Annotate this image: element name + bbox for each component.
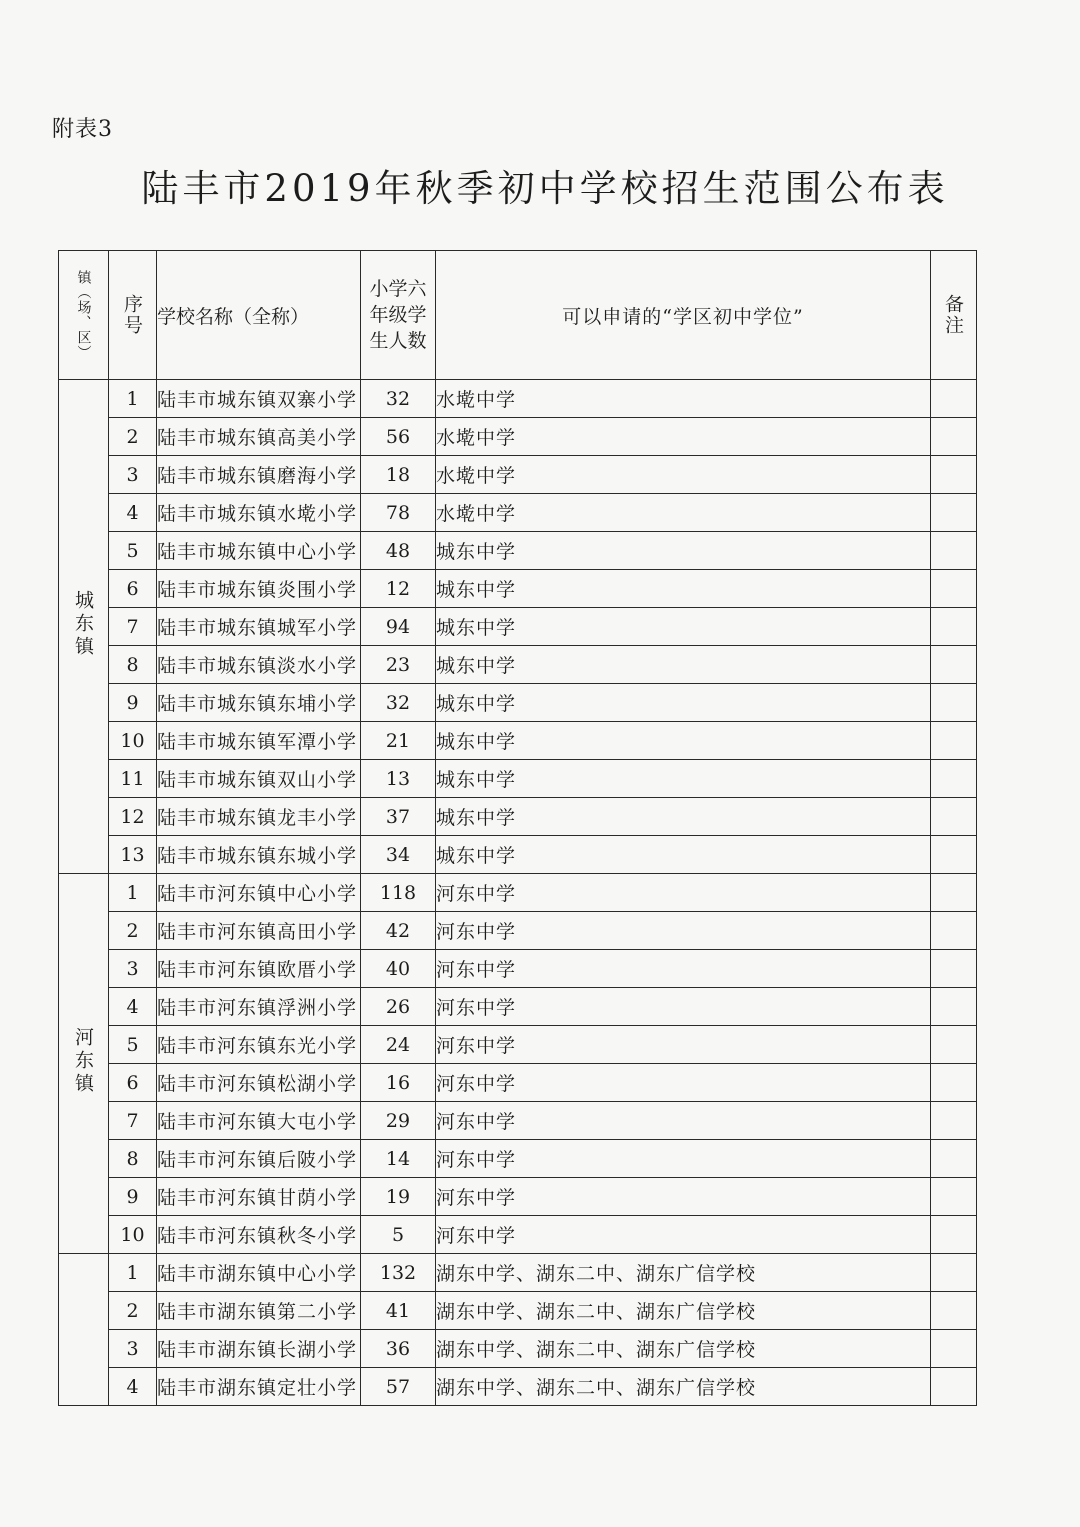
seq-cell: 6 [109, 570, 157, 608]
note-cell [931, 874, 977, 912]
seq-cell: 1 [109, 1254, 157, 1292]
table-row [59, 532, 977, 570]
note-cell [931, 646, 977, 684]
note-cell [931, 798, 977, 836]
table-row [59, 1292, 977, 1330]
school-name-cell: 陆丰市河东镇浮洲小学 [157, 988, 361, 1026]
note-cell [931, 1064, 977, 1102]
header-seq: 序号 [109, 251, 157, 380]
admission-place-cell: 城东中学 [436, 798, 931, 836]
school-name-cell: 陆丰市河东镇后陂小学 [157, 1140, 361, 1178]
seq-cell: 3 [109, 456, 157, 494]
admission-place-cell: 河东中学 [436, 912, 931, 950]
admission-place-cell: 河东中学 [436, 874, 931, 912]
admission-place-cell: 城东中学 [436, 684, 931, 722]
student-count-cell: 56 [361, 418, 436, 456]
student-count-cell: 21 [361, 722, 436, 760]
table-row [59, 950, 977, 988]
note-cell [931, 1140, 977, 1178]
school-name-cell: 陆丰市河东镇东光小学 [157, 1026, 361, 1064]
admission-place-cell: 城东中学 [436, 722, 931, 760]
seq-cell: 3 [109, 950, 157, 988]
seq-cell: 4 [109, 988, 157, 1026]
student-count-cell: 40 [361, 950, 436, 988]
student-count-cell: 42 [361, 912, 436, 950]
enrollment-table [58, 250, 977, 1406]
note-cell [931, 912, 977, 950]
seq-cell: 10 [109, 1216, 157, 1254]
student-count-cell: 132 [361, 1254, 436, 1292]
header-school: 学校名称（全称） [157, 251, 361, 380]
seq-cell: 2 [109, 418, 157, 456]
note-cell [931, 570, 977, 608]
table-row [59, 456, 977, 494]
student-count-cell: 14 [361, 1140, 436, 1178]
admission-place-cell: 城东中学 [436, 570, 931, 608]
student-count-cell: 32 [361, 684, 436, 722]
header-places: 可以申请的“学区初中学位” [436, 251, 931, 380]
school-name-cell: 陆丰市湖东镇中心小学 [157, 1254, 361, 1292]
note-cell [931, 532, 977, 570]
table-row [59, 646, 977, 684]
note-cell [931, 836, 977, 874]
note-cell [931, 1102, 977, 1140]
student-count-cell: 19 [361, 1178, 436, 1216]
table-body [59, 380, 977, 1406]
admission-place-cell: 河东中学 [436, 1140, 931, 1178]
table-row [59, 722, 977, 760]
school-name-cell: 陆丰市城东镇高美小学 [157, 418, 361, 456]
school-name-cell: 陆丰市河东镇大屯小学 [157, 1102, 361, 1140]
table-row [59, 418, 977, 456]
school-name-cell: 陆丰市城东镇水墘小学 [157, 494, 361, 532]
student-count-cell: 18 [361, 456, 436, 494]
seq-cell: 13 [109, 836, 157, 874]
seq-cell: 12 [109, 798, 157, 836]
admission-place-cell: 城东中学 [436, 760, 931, 798]
admission-place-cell: 河东中学 [436, 1178, 931, 1216]
seq-cell: 6 [109, 1064, 157, 1102]
seq-cell: 5 [109, 1026, 157, 1064]
school-name-cell: 陆丰市河东镇甘荫小学 [157, 1178, 361, 1216]
student-count-cell: 118 [361, 874, 436, 912]
table-row [59, 1026, 977, 1064]
admission-place-cell: 河东中学 [436, 1102, 931, 1140]
table-row [59, 1178, 977, 1216]
seq-cell: 8 [109, 646, 157, 684]
seq-cell: 4 [109, 1368, 157, 1406]
note-cell [931, 1178, 977, 1216]
table-row [59, 1064, 977, 1102]
school-name-cell: 陆丰市湖东镇长湖小学 [157, 1330, 361, 1368]
header-count: 小学六年级学生人数 [361, 251, 436, 380]
school-name-cell: 陆丰市城东镇双寨小学 [157, 380, 361, 418]
student-count-cell: 29 [361, 1102, 436, 1140]
seq-cell: 1 [109, 874, 157, 912]
admission-place-cell: 河东中学 [436, 1216, 931, 1254]
admission-place-cell: 湖东中学、湖东二中、湖东广信学校 [436, 1368, 931, 1406]
seq-cell: 9 [109, 1178, 157, 1216]
student-count-cell: 78 [361, 494, 436, 532]
table-header [59, 251, 977, 380]
admission-place-cell: 湖东中学、湖东二中、湖东广信学校 [436, 1292, 931, 1330]
table-row [59, 570, 977, 608]
note-cell [931, 380, 977, 418]
table-row [59, 1254, 977, 1292]
table-row [59, 988, 977, 1026]
seq-cell: 7 [109, 608, 157, 646]
school-name-cell: 陆丰市湖东镇第二小学 [157, 1292, 361, 1330]
school-name-cell: 陆丰市城东镇东埔小学 [157, 684, 361, 722]
admission-place-cell: 河东中学 [436, 950, 931, 988]
note-cell [931, 722, 977, 760]
school-name-cell: 陆丰市城东镇军潭小学 [157, 722, 361, 760]
school-name-cell: 陆丰市河东镇欧厝小学 [157, 950, 361, 988]
town-cell [59, 874, 109, 1254]
table-row [59, 912, 977, 950]
header-town: 镇（场、区） [59, 251, 109, 380]
note-cell [931, 684, 977, 722]
admission-place-cell: 水墘中学 [436, 418, 931, 456]
school-name-cell: 陆丰市湖东镇定壮小学 [157, 1368, 361, 1406]
town-name: 河东镇 [72, 1026, 94, 1096]
admission-place-cell: 城东中学 [436, 836, 931, 874]
table-row [59, 1102, 977, 1140]
school-name-cell: 陆丰市城东镇淡水小学 [157, 646, 361, 684]
table-row [59, 1216, 977, 1254]
student-count-cell: 32 [361, 380, 436, 418]
school-name-cell: 陆丰市城东镇中心小学 [157, 532, 361, 570]
note-cell [931, 760, 977, 798]
school-name-cell: 陆丰市河东镇秋冬小学 [157, 1216, 361, 1254]
seq-cell: 8 [109, 1140, 157, 1178]
table-row [59, 1368, 977, 1406]
note-cell [931, 1026, 977, 1064]
table-row [59, 494, 977, 532]
annex-label: 附表3 [52, 117, 113, 142]
student-count-cell: 48 [361, 532, 436, 570]
school-name-cell: 陆丰市城东镇双山小学 [157, 760, 361, 798]
table-row [59, 380, 977, 418]
admission-place-cell: 水墘中学 [436, 494, 931, 532]
school-name-cell: 陆丰市城东镇城军小学 [157, 608, 361, 646]
student-count-cell: 36 [361, 1330, 436, 1368]
student-count-cell: 24 [361, 1026, 436, 1064]
table-row [59, 1140, 977, 1178]
student-count-cell: 37 [361, 798, 436, 836]
note-cell [931, 950, 977, 988]
seq-cell: 4 [109, 494, 157, 532]
seq-cell: 5 [109, 532, 157, 570]
header-note: 备注 [931, 251, 977, 380]
table-row [59, 1330, 977, 1368]
student-count-cell: 12 [361, 570, 436, 608]
note-cell [931, 608, 977, 646]
seq-cell: 7 [109, 1102, 157, 1140]
student-count-cell: 16 [361, 1064, 436, 1102]
student-count-cell: 23 [361, 646, 436, 684]
town-name: 城东镇 [72, 589, 94, 659]
note-cell [931, 418, 977, 456]
admission-place-cell: 城东中学 [436, 646, 931, 684]
student-count-cell: 94 [361, 608, 436, 646]
school-name-cell: 陆丰市河东镇松湖小学 [157, 1064, 361, 1102]
seq-cell: 2 [109, 1292, 157, 1330]
student-count-cell: 13 [361, 760, 436, 798]
admission-place-cell: 湖东中学、湖东二中、湖东广信学校 [436, 1254, 931, 1292]
school-name-cell: 陆丰市城东镇东城小学 [157, 836, 361, 874]
school-name-cell: 陆丰市城东镇龙丰小学 [157, 798, 361, 836]
seq-cell: 1 [109, 380, 157, 418]
note-cell [931, 494, 977, 532]
student-count-cell: 41 [361, 1292, 436, 1330]
town-cell [59, 380, 109, 874]
table-row [59, 874, 977, 912]
student-count-cell: 34 [361, 836, 436, 874]
school-name-cell: 陆丰市河东镇中心小学 [157, 874, 361, 912]
page-title: 陆丰市2019年秋季初中学校招生范围公布表 [141, 167, 949, 210]
admission-place-cell: 河东中学 [436, 1026, 931, 1064]
table-row [59, 760, 977, 798]
admission-place-cell: 城东中学 [436, 608, 931, 646]
student-count-cell: 26 [361, 988, 436, 1026]
admission-place-cell: 湖东中学、湖东二中、湖东广信学校 [436, 1330, 931, 1368]
student-count-cell: 57 [361, 1368, 436, 1406]
table-row [59, 836, 977, 874]
seq-cell: 2 [109, 912, 157, 950]
note-cell [931, 1368, 977, 1406]
town-cell [59, 1254, 109, 1406]
school-name-cell: 陆丰市城东镇磨海小学 [157, 456, 361, 494]
school-name-cell: 陆丰市城东镇炎围小学 [157, 570, 361, 608]
note-cell [931, 1216, 977, 1254]
admission-place-cell: 水墘中学 [436, 456, 931, 494]
note-cell [931, 1292, 977, 1330]
note-cell [931, 988, 977, 1026]
table-row [59, 684, 977, 722]
note-cell [931, 1254, 977, 1292]
admission-place-cell: 河东中学 [436, 988, 931, 1026]
student-count-cell: 5 [361, 1216, 436, 1254]
table-row [59, 608, 977, 646]
admission-place-cell: 水墘中学 [436, 380, 931, 418]
note-cell [931, 1330, 977, 1368]
seq-cell: 10 [109, 722, 157, 760]
seq-cell: 11 [109, 760, 157, 798]
admission-place-cell: 河东中学 [436, 1064, 931, 1102]
table-row [59, 798, 977, 836]
note-cell [931, 456, 977, 494]
seq-cell: 3 [109, 1330, 157, 1368]
school-name-cell: 陆丰市河东镇高田小学 [157, 912, 361, 950]
seq-cell: 9 [109, 684, 157, 722]
admission-place-cell: 城东中学 [436, 532, 931, 570]
